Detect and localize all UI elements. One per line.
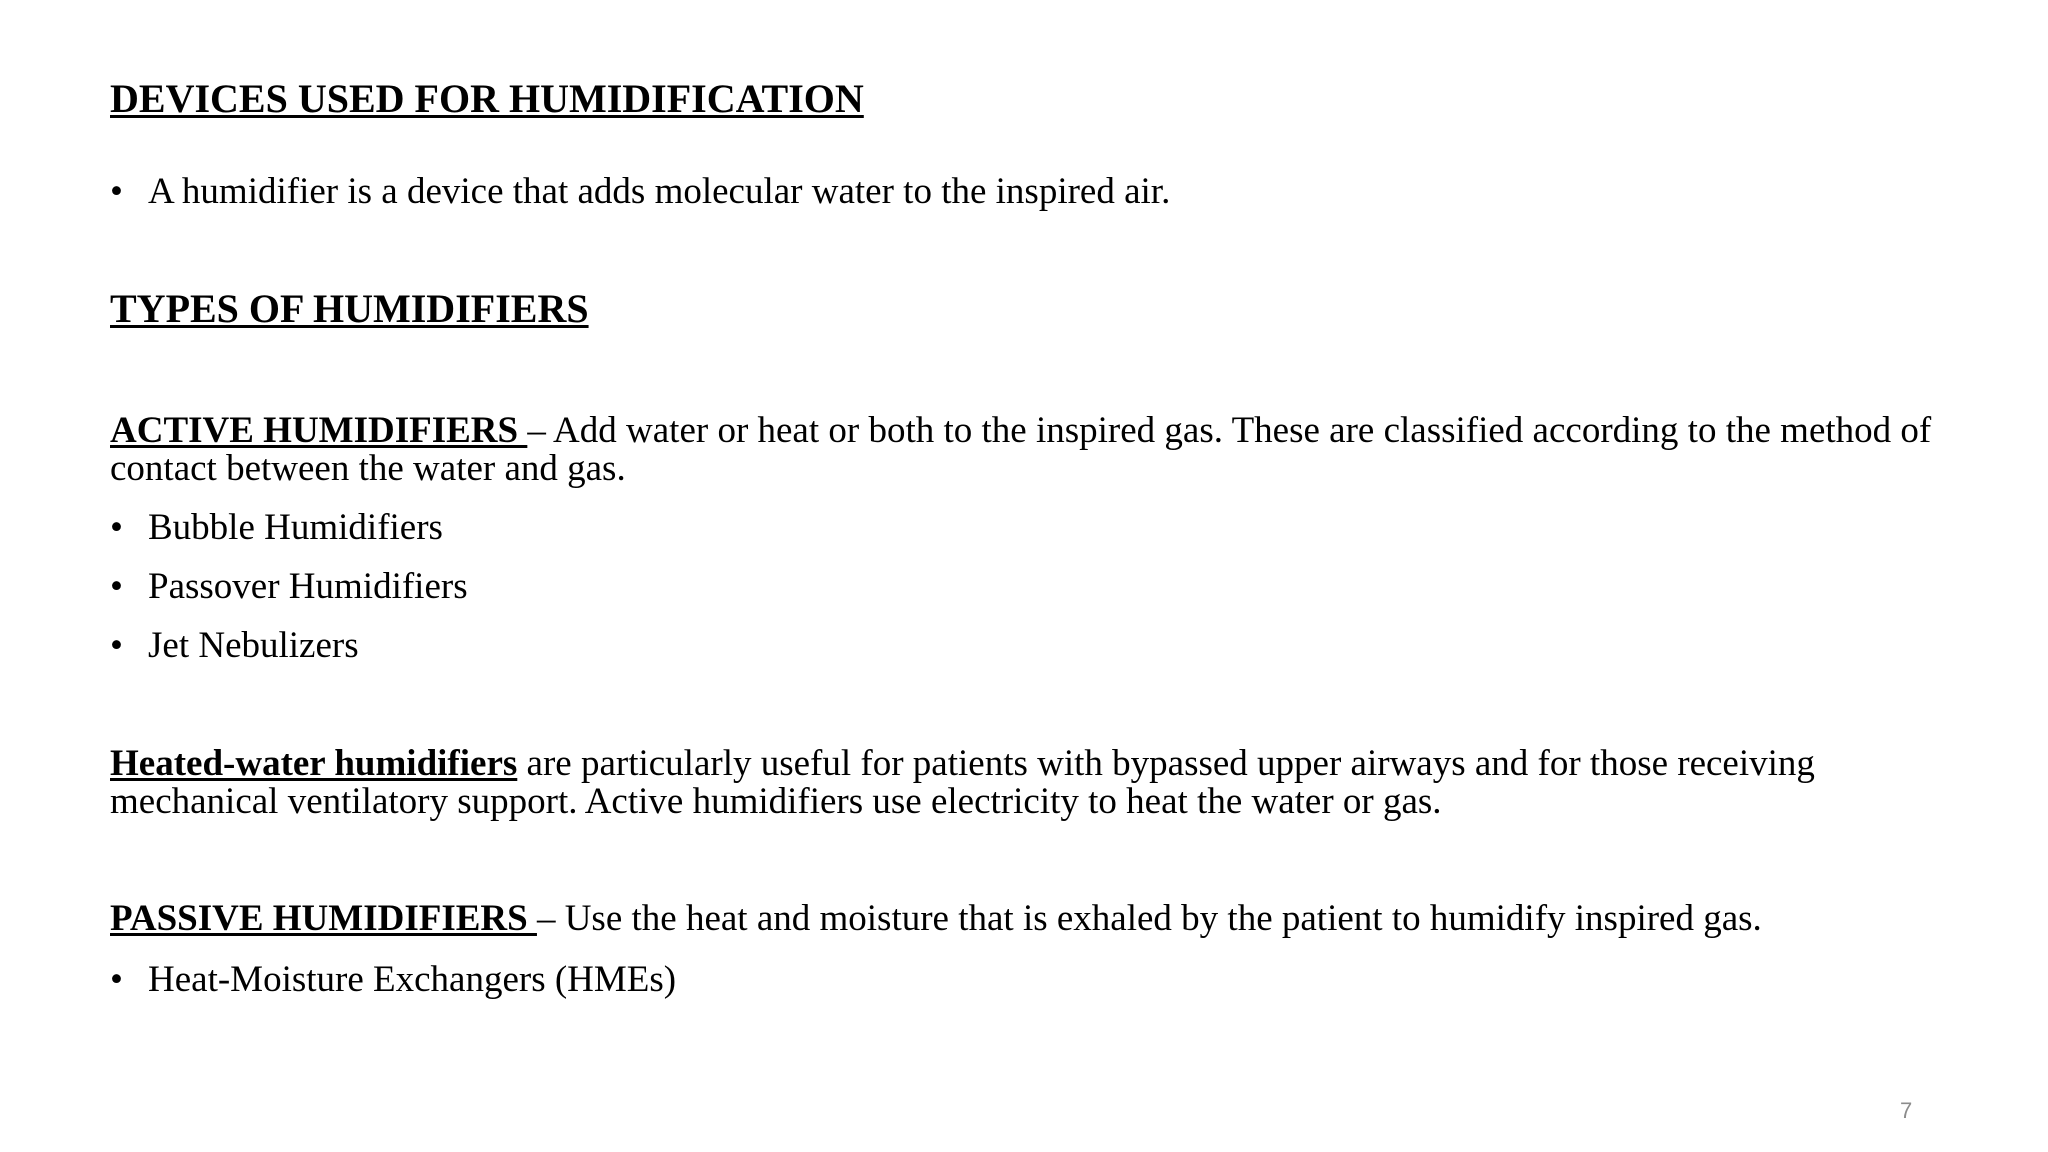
passive-humidifiers-text: – Use the heat and moisture that is exhaled by the patient to humidify inspired gas.	[536, 898, 1762, 939]
heading-types: TYPES OF HUMIDIFIERS	[110, 286, 589, 331]
passive-humidifiers-lead: PASSIVE HUMIDIFIERS	[110, 898, 537, 939]
bullet-definition-text: A humidifier is a device that adds molecular water to the inspired air.	[148, 171, 1171, 212]
list-item-text: Passover Humidifiers	[148, 566, 468, 607]
bullet-icon: •	[110, 959, 123, 1000]
list-item	[110, 626, 359, 666]
list-item-text: Heat-Moisture Exchangers (HMEs)	[148, 959, 677, 1000]
list-item	[110, 960, 676, 1000]
bullet-icon: •	[110, 625, 123, 666]
list-item-text: Bubble Humidifiers	[148, 507, 443, 548]
active-humidifiers-paragraph	[110, 412, 1970, 488]
bullet-definition	[110, 172, 1170, 212]
active-humidifiers-text: – Add water or heat or both to the inspired gas. These are classified according to the method of contact between the water and gas.	[110, 410, 1932, 489]
heated-water-lead: Heated-water humidifiers	[110, 743, 518, 784]
list-item-text: Jet Nebulizers	[148, 625, 359, 666]
active-humidifiers-lead: ACTIVE HUMIDIFIERS	[110, 410, 528, 451]
bullet-icon: •	[110, 507, 123, 548]
page-number: 7	[1900, 1098, 1913, 1123]
bullet-icon: •	[110, 566, 123, 607]
heated-water-text: are particularly useful for patients with bypassed upper airways and for those receiving mechanical ventilatory support. Active humidifiers use electricity to heat the water or gas.	[110, 743, 1815, 822]
heated-water-paragraph	[110, 745, 1970, 821]
bullet-icon: •	[110, 171, 123, 212]
heading-devices: DEVICES USED FOR HUMIDIFICATION	[110, 76, 864, 121]
list-item	[110, 508, 443, 548]
list-item	[110, 567, 468, 607]
passive-humidifiers-paragraph	[110, 900, 1970, 938]
